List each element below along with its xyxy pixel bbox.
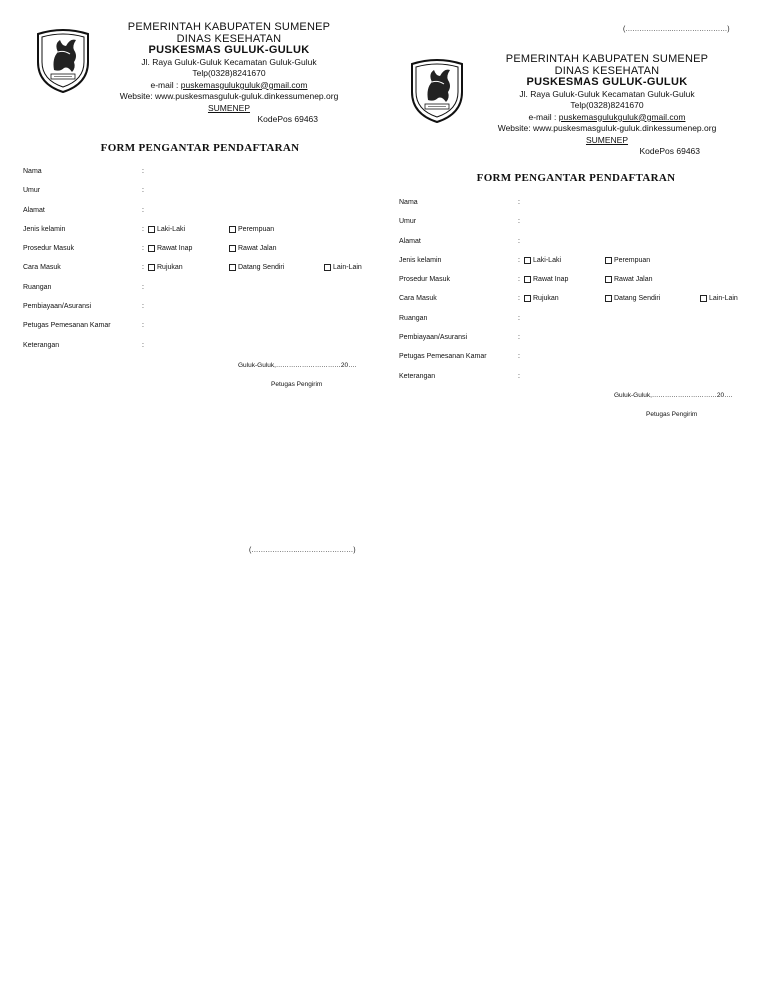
- field-label: Alamat: [23, 206, 45, 214]
- clinic-name: PUSKESMAS GULUK-GULUK: [148, 44, 310, 56]
- postcode: KodePos 69463: [257, 114, 318, 124]
- field-umur: [23, 184, 383, 203]
- option-label: Rujukan: [533, 295, 559, 303]
- field-cara-masuk: [399, 292, 759, 311]
- city: SUMENEP: [207, 102, 251, 113]
- colon: :: [518, 218, 520, 226]
- checkbox[interactable]: [229, 264, 236, 271]
- field-label: Ruangan: [399, 314, 428, 322]
- field-label: Prosedur Masuk: [23, 245, 74, 253]
- option-rujukan[interactable]: [148, 264, 183, 271]
- colon: :: [518, 237, 520, 245]
- field-prosedur-masuk: [23, 242, 383, 261]
- option-rujukan[interactable]: [524, 295, 559, 302]
- address: Jl. Raya Guluk-Guluk Kecamatan Guluk-Guluk: [519, 88, 695, 99]
- field-umur: [399, 215, 759, 234]
- option-laki-laki[interactable]: [148, 226, 185, 233]
- field-cara-masuk: [23, 261, 383, 280]
- form-title: FORM PENGANTAR PENDAFTARAN: [476, 172, 676, 184]
- field-label: Cara Masuk: [399, 295, 437, 303]
- field-pembiayaan: [399, 331, 759, 350]
- field-label: Ruangan: [23, 283, 52, 291]
- field-label: Nama: [23, 168, 42, 175]
- website: Website: www.puskesmasguluk-guluk.dinkessumenep.org: [119, 91, 339, 101]
- field-prosedur-masuk: [399, 273, 759, 292]
- field-label: Prosedur Masuk: [399, 276, 450, 284]
- option-label: Perempuan: [238, 225, 275, 233]
- field-nama: [23, 165, 383, 184]
- website: Website: www.puskesmasguluk-guluk.dinkessumenep.org: [497, 123, 717, 133]
- letterhead-text: [98, 22, 360, 126]
- option-label: Laki-Laki: [533, 256, 562, 264]
- colon: :: [518, 295, 520, 303]
- field-label: Keterangan: [399, 372, 436, 380]
- option-label: Lain-Lain: [709, 295, 738, 303]
- option-perempuan[interactable]: [229, 226, 274, 233]
- option-datang-sendiri[interactable]: [229, 264, 284, 271]
- option-laki-laki[interactable]: [524, 257, 561, 264]
- department-name: DINAS KESEHATAN: [554, 64, 660, 77]
- colon: :: [518, 353, 520, 361]
- field-petugas-kamar: [399, 350, 759, 369]
- postcode: KodePos 69463: [639, 146, 700, 156]
- checkbox[interactable]: [605, 295, 612, 302]
- field-alamat: [399, 235, 759, 254]
- email-link[interactable]: puskemasgulukguluk@gmail.com: [558, 111, 686, 122]
- option-perempuan[interactable]: [605, 257, 650, 264]
- field-label: Pembiayaan/Asuransi: [399, 334, 468, 342]
- option-label: Rujukan: [157, 264, 183, 272]
- email-line: [98, 80, 360, 92]
- option-rawat-jalan[interactable]: [605, 276, 653, 283]
- option-lain-lain[interactable]: [700, 295, 738, 302]
- signature-line: (………………..……………………): [249, 547, 356, 554]
- field-label: Alamat: [399, 237, 421, 245]
- option-rawat-inap[interactable]: [524, 276, 568, 283]
- field-alamat: [23, 204, 383, 223]
- field-nama: [399, 196, 759, 215]
- checkbox[interactable]: [229, 226, 236, 233]
- field-petugas-kamar: [23, 319, 383, 338]
- field-ruangan: [399, 312, 759, 331]
- checkbox[interactable]: [148, 264, 155, 271]
- colon: :: [142, 303, 144, 311]
- colon: :: [142, 264, 144, 272]
- option-rawat-jalan[interactable]: [229, 245, 277, 252]
- colon: :: [142, 168, 144, 175]
- checkbox[interactable]: [524, 276, 531, 283]
- option-label: Perempuan: [614, 256, 651, 264]
- field-label: Jenis kelamin: [399, 256, 442, 264]
- field-label: Cara Masuk: [23, 264, 61, 272]
- letterhead-text: [472, 54, 742, 158]
- field-label: Nama: [399, 199, 418, 206]
- field-label: Keterangan: [23, 341, 60, 349]
- checkbox[interactable]: [605, 257, 612, 264]
- telephone: Telp(0328)8241670: [192, 68, 266, 78]
- colon: :: [518, 256, 520, 264]
- option-label: Datang Sendiri: [614, 295, 661, 303]
- checkbox[interactable]: [700, 295, 707, 302]
- colon: :: [518, 314, 520, 322]
- form-fields: [23, 165, 383, 358]
- checkbox[interactable]: [229, 245, 236, 252]
- colon: :: [518, 199, 520, 206]
- city: SUMENEP: [585, 134, 629, 145]
- colon: :: [142, 283, 144, 291]
- option-rawat-inap[interactable]: [148, 245, 192, 252]
- colon: :: [518, 334, 520, 342]
- field-keterangan: [23, 339, 383, 358]
- colon: :: [142, 341, 144, 349]
- telephone: Telp(0328)8241670: [570, 100, 644, 110]
- signature-line: (………………..……………………): [623, 26, 730, 33]
- colon: :: [142, 322, 144, 330]
- checkbox[interactable]: [524, 295, 531, 302]
- address: Jl. Raya Guluk-Guluk Kecamatan Guluk-Guluk: [141, 56, 317, 67]
- email-link[interactable]: puskemasgulukguluk@gmail.com: [180, 79, 308, 90]
- field-label: Umur: [23, 187, 41, 195]
- checkbox[interactable]: [524, 257, 531, 264]
- option-label: Lain-Lain: [333, 264, 362, 272]
- option-lain-lain[interactable]: [324, 264, 362, 271]
- sender-label: Petugas Pengirim: [271, 381, 323, 388]
- field-label: Umur: [399, 218, 417, 226]
- regency-emblem-logo: [34, 28, 92, 94]
- field-label: Petugas Pemesanan Kamar: [23, 322, 111, 330]
- clinic-name: PUSKESMAS GULUK-GULUK: [526, 76, 688, 88]
- option-label: Rawat Jalan: [238, 245, 277, 253]
- form-fields: [399, 196, 759, 389]
- colon: :: [142, 187, 144, 195]
- option-label: Rawat Jalan: [614, 276, 653, 284]
- department-name: DINAS KESEHATAN: [176, 32, 282, 45]
- regency-emblem-logo: [408, 58, 466, 124]
- sender-label: Petugas Pengirim: [646, 411, 698, 418]
- government-name: PEMERINTAH KABUPATEN SUMENEP: [505, 53, 709, 65]
- government-name: PEMERINTAH KABUPATEN SUMENEP: [127, 21, 331, 33]
- colon: :: [518, 276, 520, 284]
- email-line: [472, 112, 742, 124]
- colon: :: [142, 225, 144, 233]
- checkbox[interactable]: [148, 226, 155, 233]
- form-title: FORM PENGANTAR PENDAFTARAN: [100, 142, 300, 154]
- date-line: Guluk-Guluk,…………………………20….: [238, 362, 357, 369]
- option-label: Rawat Inap: [157, 245, 193, 253]
- field-jenis-kelamin: [23, 223, 383, 242]
- colon: :: [142, 206, 144, 214]
- checkbox[interactable]: [324, 264, 331, 271]
- option-label: Rawat Inap: [533, 276, 569, 284]
- field-ruangan: [23, 281, 383, 300]
- colon: :: [142, 245, 144, 253]
- checkbox[interactable]: [605, 276, 612, 283]
- colon: :: [518, 372, 520, 380]
- field-jenis-kelamin: [399, 254, 759, 273]
- email-prefix: e-mail :: [528, 111, 559, 122]
- option-label: Datang Sendiri: [238, 264, 285, 272]
- option-datang-sendiri[interactable]: [605, 295, 660, 302]
- checkbox[interactable]: [148, 245, 155, 252]
- field-label: Petugas Pemesanan Kamar: [399, 353, 487, 361]
- email-prefix: e-mail :: [150, 79, 181, 90]
- date-line: Guluk-Guluk,…………………………20….: [614, 392, 733, 399]
- field-pembiayaan: [23, 300, 383, 319]
- field-keterangan: [399, 370, 759, 389]
- field-label: Pembiayaan/Asuransi: [23, 303, 92, 311]
- option-label: Laki-Laki: [157, 225, 186, 233]
- field-label: Jenis kelamin: [23, 225, 66, 233]
